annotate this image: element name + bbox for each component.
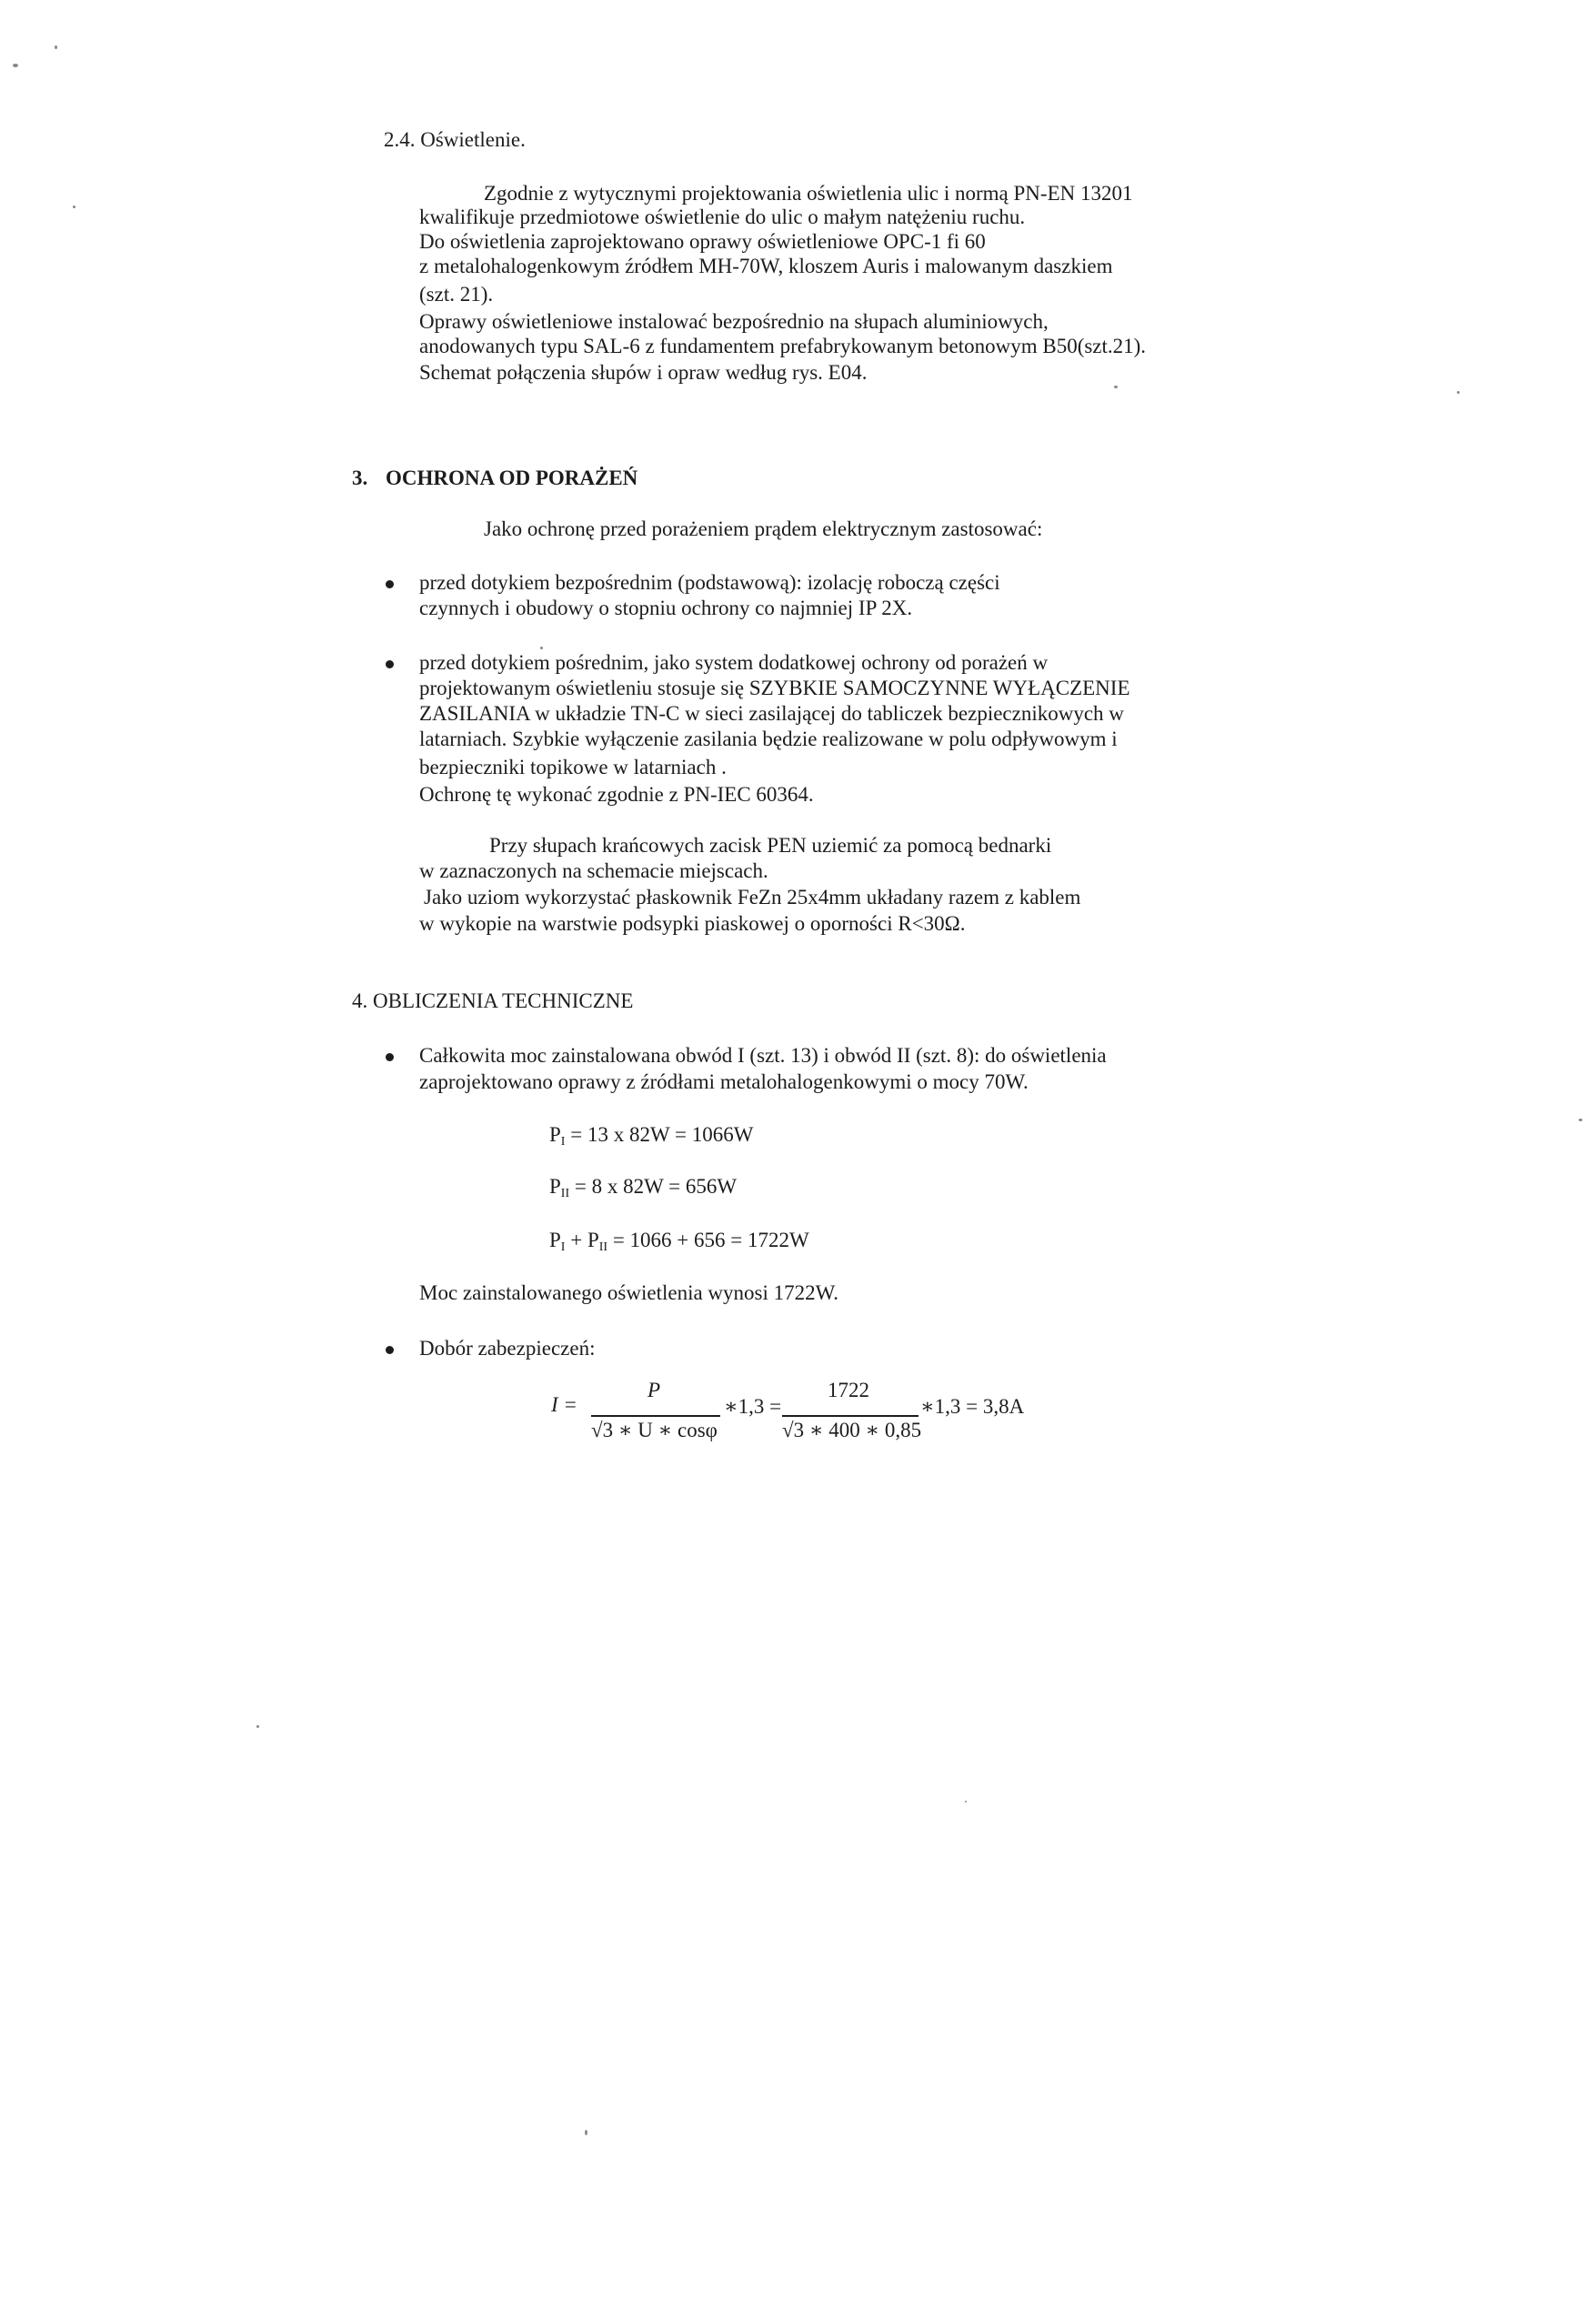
formula-numerator-2: 1722 <box>828 1379 869 1401</box>
formula-result: ∗1,3 = 3,8A <box>920 1395 1025 1418</box>
bullet-marker <box>386 580 394 588</box>
section-3-para2-line-3: Jako uziom wykorzystać płaskownik FeZn 25x4mm układany razem z kablem <box>424 886 1081 909</box>
scan-speck <box>1114 386 1118 388</box>
section-2-4-heading: 2.4. Oświetlenie. <box>384 128 526 151</box>
section-2-4-line-8: Schemat połączenia słupów i opraw według rys. E04. <box>419 361 868 384</box>
section-3-bullet1-line-2: czynnych i obudowy o stopniu ochrony co najmniej IP 2X. <box>419 597 913 619</box>
bullet-marker <box>386 660 394 668</box>
scan-speck <box>1579 1119 1582 1121</box>
section-3-bullet2-line-4: latarniach. Szybkie wyłączenie zasilania będzie realizowane w polu odpływowym i <box>419 728 1118 750</box>
section-3-bullet2-line-1: przed dotykiem pośrednim, jako system dodatkowej ochrony od porażeń w <box>419 651 1049 674</box>
section-3-bullet2-line-3: ZASILANIA w układzie TN-C w sieci zasilającej do tabliczek bezpiecznikowych w <box>419 702 1124 725</box>
section-2-4-line-7: anodowanych typu SAL-6 z fundamentem prefabrykowanym betonowym B50(szt.21). <box>419 335 1147 357</box>
section-3-bullet2-line-2: projektowanym oświetleniu stosuje się SZYBKIE SAMOCZYNNE WYŁĄCZENIE <box>419 677 1130 699</box>
section-3-intro: Jako ochronę przed porażeniem prądem elektrycznym zastosować: <box>484 517 1043 540</box>
section-2-4-line-5: (szt. 21). <box>419 283 494 306</box>
section-3-para2-line-2: w zaznaczonych na schemacie miejscach. <box>419 859 768 882</box>
section-2-4-line-2: kwalifikuje przedmiotowe oświetlenie do ulic o małym natężeniu ruchu. <box>419 206 1026 228</box>
scan-speck <box>13 64 18 67</box>
section-3-para2-line-1: Przy słupach krańcowych zacisk PEN uziemić za pomocą bednarki <box>489 834 1052 857</box>
scan-speck <box>585 2130 587 2135</box>
scan-speck <box>55 45 57 49</box>
formula-denominator-2: √3 ∗ 400 ∗ 0,85 <box>782 1419 922 1441</box>
section-2-4-line-1: Zgodnie z wytycznymi projektowania oświetlenia ulic i normą PN-EN 13201 <box>484 182 1133 205</box>
section-3-heading: OCHRONA OD PORAŻEŃ <box>386 467 638 489</box>
section-2-4-line-6: Oprawy oświetleniowe instalować bezpośrednio na słupach aluminiowych, <box>419 310 1049 333</box>
formula-middle: ∗1,3 = <box>724 1395 782 1418</box>
bullet-marker <box>386 1346 394 1354</box>
scan-speck <box>256 1725 259 1728</box>
section-4-bullet1-line-1: Całkowita moc zainstalowana obwód I (szt. 13) i obwód II (szt. 8): do oświetlenia <box>419 1044 1107 1067</box>
equation-sum: $P_I + P_{II} = 1066 + 656 = 1722W$ <box>549 1229 809 1254</box>
scan-speck <box>73 206 75 208</box>
formula-lhs: I = <box>551 1393 577 1416</box>
section-4-summary: Moc zainstalowanego oświetlenia wynosi 1722W. <box>419 1281 838 1304</box>
bullet-marker <box>386 1053 394 1061</box>
section-3-bullet2-line-5: bezpieczniki topikowe w latarniach . <box>419 756 727 778</box>
fraction-bar <box>591 1415 720 1417</box>
section-2-4-line-4: z metalohalogenkowym źródłem MH-70W, kloszem Auris i malowanym daszkiem <box>419 255 1113 277</box>
fraction-bar <box>782 1415 918 1417</box>
formula-numerator-1: P <box>647 1379 661 1401</box>
formula-denominator-1: √3 ∗ U ∗ cosφ <box>591 1419 718 1441</box>
scan-speck <box>965 1801 967 1802</box>
section-2-4-line-3: Do oświetlenia zaprojektowano oprawy oświetleniowe OPC-1 fi 60 <box>419 230 986 253</box>
equation-p2: $P_{II} = 8$ x 82W = 656W <box>549 1175 738 1200</box>
section-4-heading: 4. OBLICZENIA TECHNICZNE <box>352 989 634 1012</box>
section-3-number: 3. <box>352 467 368 489</box>
section-4-bullet2: Dobór zabezpieczeń: <box>419 1337 596 1360</box>
section-4-bullet1-line-2: zaprojektowano oprawy z źródłami metalohalogenkowymi o mocy 70W. <box>419 1070 1029 1093</box>
section-3-bullet1-line-1: przed dotykiem bezpośrednim (podstawową): izolację roboczą części <box>419 571 1000 594</box>
scan-speck <box>540 647 543 649</box>
equation-p1: $P_I = 13$ x 82W = 1066W <box>549 1123 754 1149</box>
section-3-bullet2-line-6: Ochronę tę wykonać zgodnie z PN-IEC 60364. <box>419 783 814 806</box>
scan-speck <box>1457 391 1460 394</box>
section-3-para2-line-4: w wykopie na warstwie podsypki piaskowej o oporności R<30Ω. <box>419 912 966 935</box>
